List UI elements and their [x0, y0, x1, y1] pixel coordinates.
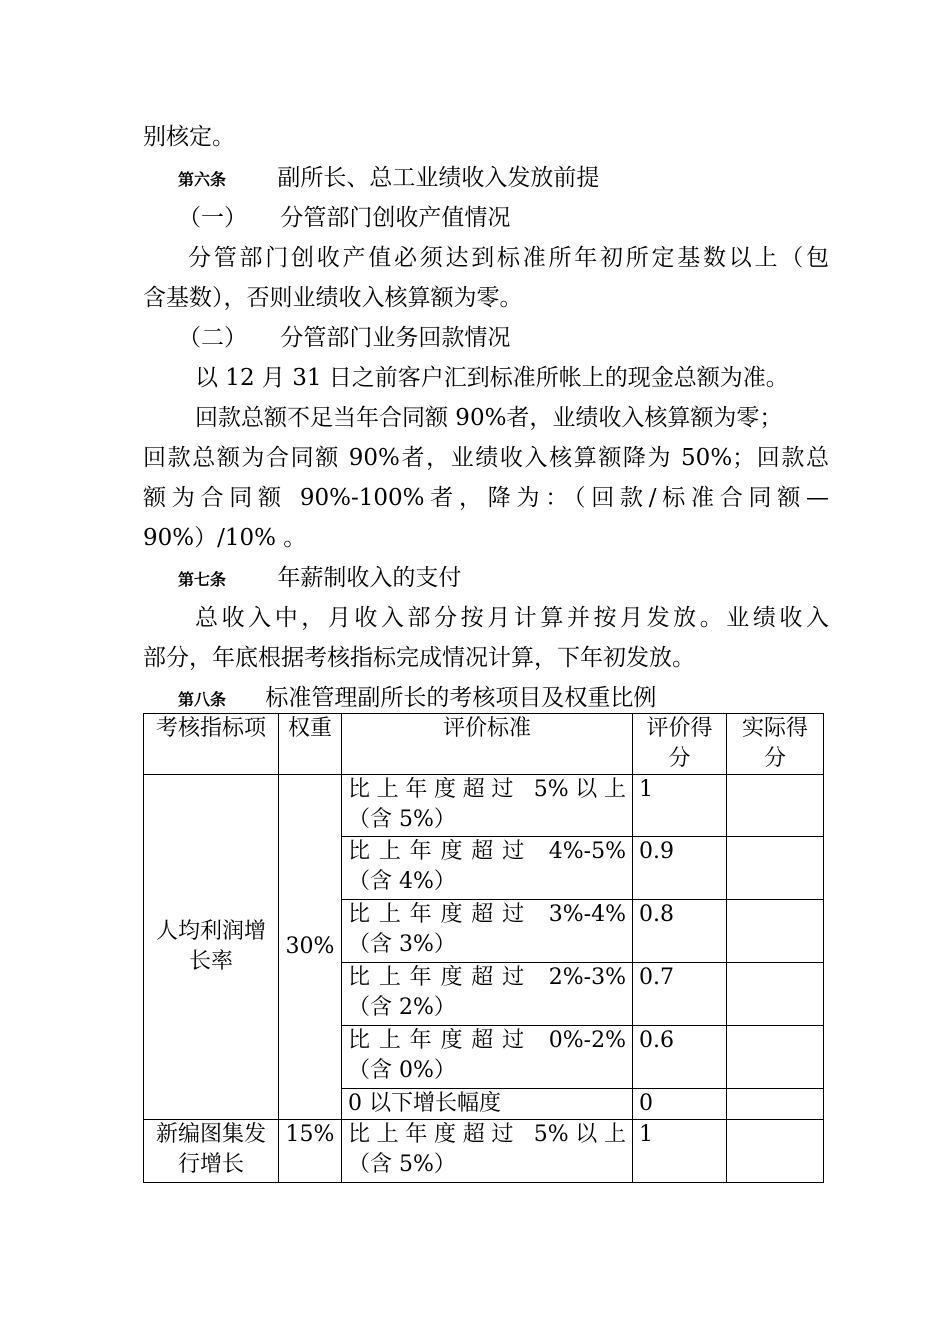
- section-number: （二）: [178, 325, 247, 351]
- criteria-cell: [342, 900, 633, 963]
- item-cell: 新编图集发行增长: [144, 1120, 279, 1183]
- paragraph-line: 回款总额不足当年合同额 90%者，业绩收入核算额为零；: [195, 405, 783, 431]
- header-criteria: 评价标准: [342, 714, 633, 775]
- criteria-line: （含 5%）: [348, 1152, 456, 1177]
- score-cell: 0.6: [633, 1026, 727, 1089]
- actual-score-cell[interactable]: [727, 963, 824, 1026]
- table-header-row: [144, 714, 824, 775]
- criteria-line: （含 0%）: [348, 1058, 456, 1083]
- criteria-line: （含 2%）: [348, 995, 456, 1020]
- section-1-heading: [178, 203, 510, 233]
- item-cell: 人均利润增长率: [144, 775, 279, 1120]
- paragraph-line: 含基数），否则业绩收入核算额为零。: [143, 285, 523, 311]
- article-title: 年薪制收入的支付: [277, 565, 462, 591]
- section-title: 分管部门创收产值情况: [280, 205, 511, 231]
- criteria-cell: [342, 1026, 633, 1089]
- score-cell: 0.7: [633, 963, 727, 1026]
- score-cell: 1: [633, 1120, 727, 1183]
- criteria-line: （含 3%）: [348, 932, 456, 957]
- weight-cell: 15%: [279, 1120, 342, 1183]
- actual-score-cell[interactable]: [727, 837, 824, 900]
- article-number: 第六条: [178, 170, 227, 189]
- score-cell: 1: [633, 775, 727, 837]
- weight-cell: 30%: [279, 775, 342, 1120]
- article-number: 第七条: [178, 570, 227, 589]
- score-cell: 0: [633, 1089, 727, 1120]
- criteria-cell: 0 以下增长幅度: [342, 1089, 633, 1120]
- score-cell: 0.8: [633, 900, 727, 963]
- assessment-table: [143, 713, 824, 1183]
- paragraph-line: 别核定。: [143, 124, 235, 150]
- paragraph-line: 回款总额为合同额 90%者，业绩收入核算额降为 50%；回款总: [143, 445, 829, 471]
- header-score: 评价得分: [633, 714, 727, 775]
- paragraph-line: 部分，年底根据考核指标完成情况计算，下年初发放。: [143, 645, 695, 671]
- criteria-cell: [342, 837, 633, 900]
- actual-score-cell[interactable]: [727, 1026, 824, 1089]
- article-8-heading: [178, 683, 656, 715]
- actual-score-cell[interactable]: [727, 1120, 824, 1183]
- criteria-line: 比上年度超过 5%以上: [348, 1122, 626, 1147]
- section-title: 分管部门业务回款情况: [280, 325, 511, 351]
- score-cell: 0.9: [633, 837, 727, 900]
- criteria-line: 比上年度超过 3%-4%: [348, 902, 626, 927]
- table-row: [144, 775, 824, 837]
- criteria-line: （含 5%）: [348, 807, 456, 832]
- actual-score-cell[interactable]: [727, 900, 824, 963]
- table-row: [144, 1120, 824, 1183]
- paragraph-line: 90%）/10% 。: [143, 525, 307, 551]
- criteria-line: 比上年度超过 4%-5%: [348, 839, 626, 864]
- paragraph-line: 以 12 月 31 日之前客户汇到标准所帐上的现金总额为准。: [195, 365, 789, 391]
- criteria-line: 比上年度超过 0%-2%: [348, 1028, 626, 1053]
- criteria-cell: [342, 963, 633, 1026]
- header-actual: 实际得分: [727, 714, 824, 775]
- header-item: 考核指标项: [144, 714, 279, 775]
- article-title: 标准管理副所长的考核项目及权重比例: [265, 685, 657, 711]
- actual-score-cell[interactable]: [727, 775, 824, 837]
- article-number: 第八条: [178, 690, 227, 709]
- criteria-line: （含 4%）: [348, 869, 456, 894]
- article-6-heading: [178, 163, 599, 195]
- criteria-cell: [342, 775, 633, 837]
- paragraph-line: 额为合同额 90%-100%者，降为：（回款/标准合同额—: [143, 485, 829, 511]
- paragraph-line: 分管部门创收产值必须达到标准所年初所定基数以上（包: [188, 245, 829, 271]
- article-title: 副所长、总工业绩收入发放前提: [277, 165, 600, 191]
- article-7-heading: [178, 563, 461, 595]
- criteria-line: 比上年度超过 2%-3%: [348, 965, 626, 990]
- header-weight: 权重: [279, 714, 342, 775]
- criteria-line: 比上年度超过 5%以上: [348, 777, 626, 802]
- criteria-cell: [342, 1120, 633, 1183]
- section-2-heading: [178, 323, 510, 353]
- actual-score-cell[interactable]: [727, 1089, 824, 1120]
- paragraph-line: 总收入中，月收入部分按月计算并按月发放。业绩收入: [195, 605, 829, 631]
- section-number: （一）: [178, 205, 247, 231]
